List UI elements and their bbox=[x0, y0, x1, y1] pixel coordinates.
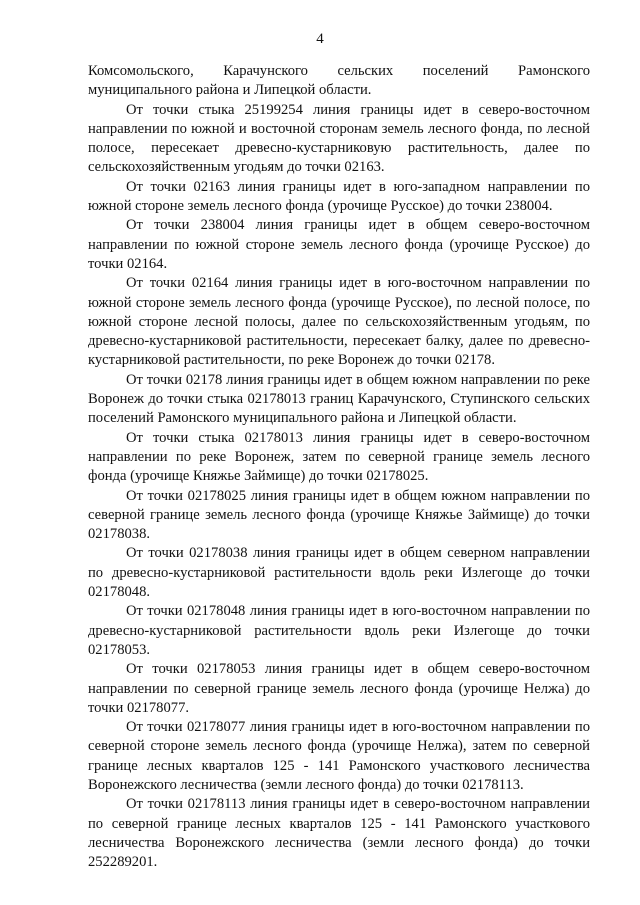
paragraph: От точки 02178 линия границы идет в общем южном направлении по реке Воронеж до точки стыка 02178013 границ Карачунского, Ступинского сельских поселений Рамонского муниципального района и Липецкой области. bbox=[88, 371, 590, 427]
paragraph: От точки 02163 линия границы идет в юго-западном направлении по южной стороне земель лесного фонда (урочище Русское) до точки 238004. bbox=[88, 178, 590, 215]
paragraph: От точки стыка 25199254 линия границы идет в северо-восточном направлении по южной и восточной сторонам земель лесного фонда, по лесной полосе, пересекает древесно-кустарниковую растительность, далее по сельскохозяйственным угодьям до точки 02163. bbox=[88, 101, 590, 176]
paragraph: От точки 02178113 линия границы идет в северо-восточном направлении по северной границе лесных кварталов 125 - 141 Рамонского участкового лесничества Воронежского лесничества (земли лесного фонда) до точки 252289201. bbox=[88, 796, 590, 871]
paragraph: От точки 02178053 линия границы идет в общем северо-восточном направлении по северной границе земель лесного фонда (урочище Нелжа) до точки 02178077. bbox=[88, 661, 590, 716]
paragraph: От точки 02178025 линия границы идет в общем южном направлении по северной границе земель лесного фонда (урочище Княжье Займище) до точки 02178038. bbox=[88, 487, 590, 543]
paragraph: От точки 238004 линия границы идет в общем северо-восточном направлении по южной стороне земель лесного фонда (урочище Русское) до точки 02164. bbox=[88, 217, 590, 272]
paragraph: От точки 02178038 линия границы идет в общем северном направлении по древесно-кустарниковой растительности вдоль реки Излегоще до точки 02178048. bbox=[88, 545, 590, 601]
paragraph: От точки 02178077 линия границы идет в юго-восточном направлении по северной стороне земель лесного фонда (урочище Нелжа), затем по северной границе лесных кварталов 125 - 141 Рамонского участкового лесничества Воронежского лесничества (земли лесного фонда) до точки 02178113. bbox=[88, 719, 590, 793]
page-number: 4 bbox=[316, 31, 324, 47]
paragraph: От точки 02164 линия границы идет в юго-восточном направлении по южной стороне земель лесного фонда (урочище Русское), по лесной полосе, по южной стороне лесной полосы, далее по сельскохозяйственным угодьям, по древесно-кустарниковой растительности, пересекает балку, далее по древесно-кустарниковой растительности, по реке Воронеж до точки 02178. bbox=[88, 275, 590, 369]
paragraph: Комсомольского, Карачунского сельских поселений Рамонского муниципального района и Липецкой области. bbox=[88, 63, 590, 99]
paragraph: От точки 02178048 линия границы идет в юго-восточном направлении по древесно-кустарниковой растительности вдоль реки Излегоще до точки 02178053. bbox=[88, 603, 590, 658]
document-body bbox=[88, 62, 590, 872]
paragraph: От точки стыка 02178013 линия границы идет в северо-восточном направлении по реке Воронеж, затем по северной границе земель лесного фонда (урочище Княжье Займище) до точки 02178025. bbox=[88, 429, 590, 485]
